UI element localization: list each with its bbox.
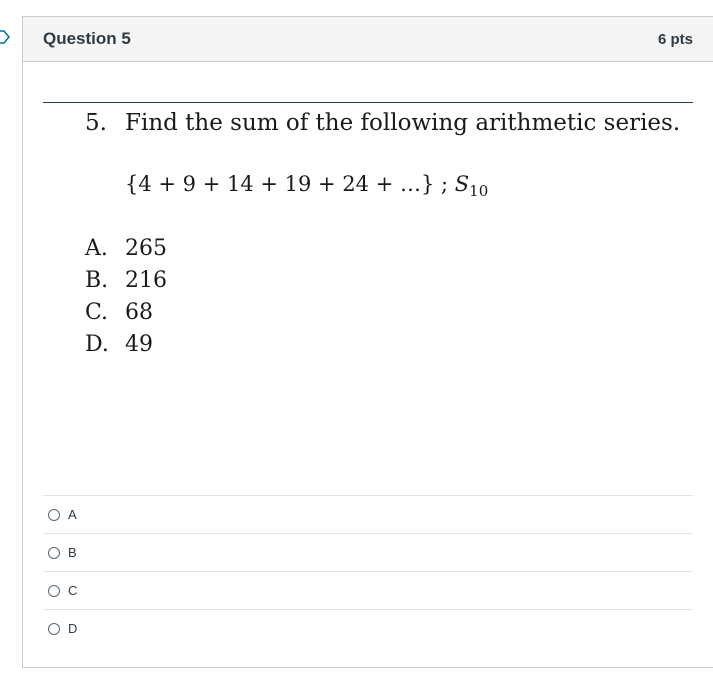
series-terms: {4 + 9 + 14 + 19 + 24 + …} ; — [125, 172, 449, 196]
question-title: Question 5 — [43, 29, 131, 48]
radio-button[interactable] — [48, 585, 60, 597]
answer-option-c[interactable] — [43, 571, 693, 609]
question-number: 5. — [85, 110, 107, 136]
question-header — [23, 17, 713, 62]
answer-label[interactable]: A — [68, 507, 77, 522]
choice-value: 216 — [125, 268, 167, 293]
choice-letter: D. — [85, 332, 109, 357]
choice-letter: A. — [85, 236, 108, 261]
choice-value: 68 — [125, 300, 153, 325]
radio-button[interactable] — [48, 509, 60, 521]
answer-option-b[interactable] — [43, 533, 693, 571]
series-variable: S — [454, 172, 470, 196]
choice-item — [85, 265, 167, 297]
choice-item — [85, 297, 167, 329]
divider — [43, 102, 693, 103]
radio-button[interactable] — [48, 623, 60, 635]
answer-label[interactable]: C — [68, 583, 78, 598]
answer-label[interactable]: D — [68, 621, 78, 636]
answer-option-d[interactable] — [43, 609, 693, 647]
answer-options — [43, 495, 693, 647]
series-expression — [125, 172, 488, 200]
question-body — [43, 62, 693, 667]
choice-item — [85, 233, 167, 265]
question-points: 6 pts — [657, 30, 693, 48]
choice-item — [85, 329, 167, 361]
question-card — [22, 16, 713, 668]
choice-list — [85, 233, 167, 361]
answer-label[interactable]: B — [68, 545, 77, 560]
question-prompt: Find the sum of the following arithmetic series. — [125, 110, 681, 136]
choice-value: 49 — [125, 332, 153, 357]
choice-value: 265 — [125, 236, 167, 261]
choice-letter: B. — [85, 268, 109, 293]
choice-letter: C. — [85, 300, 109, 325]
answer-option-a[interactable] — [43, 495, 693, 533]
series-subscript: 10 — [469, 182, 489, 200]
radio-button[interactable] — [48, 547, 60, 559]
flag-question-icon[interactable] — [0, 30, 10, 44]
question-text — [85, 110, 680, 136]
